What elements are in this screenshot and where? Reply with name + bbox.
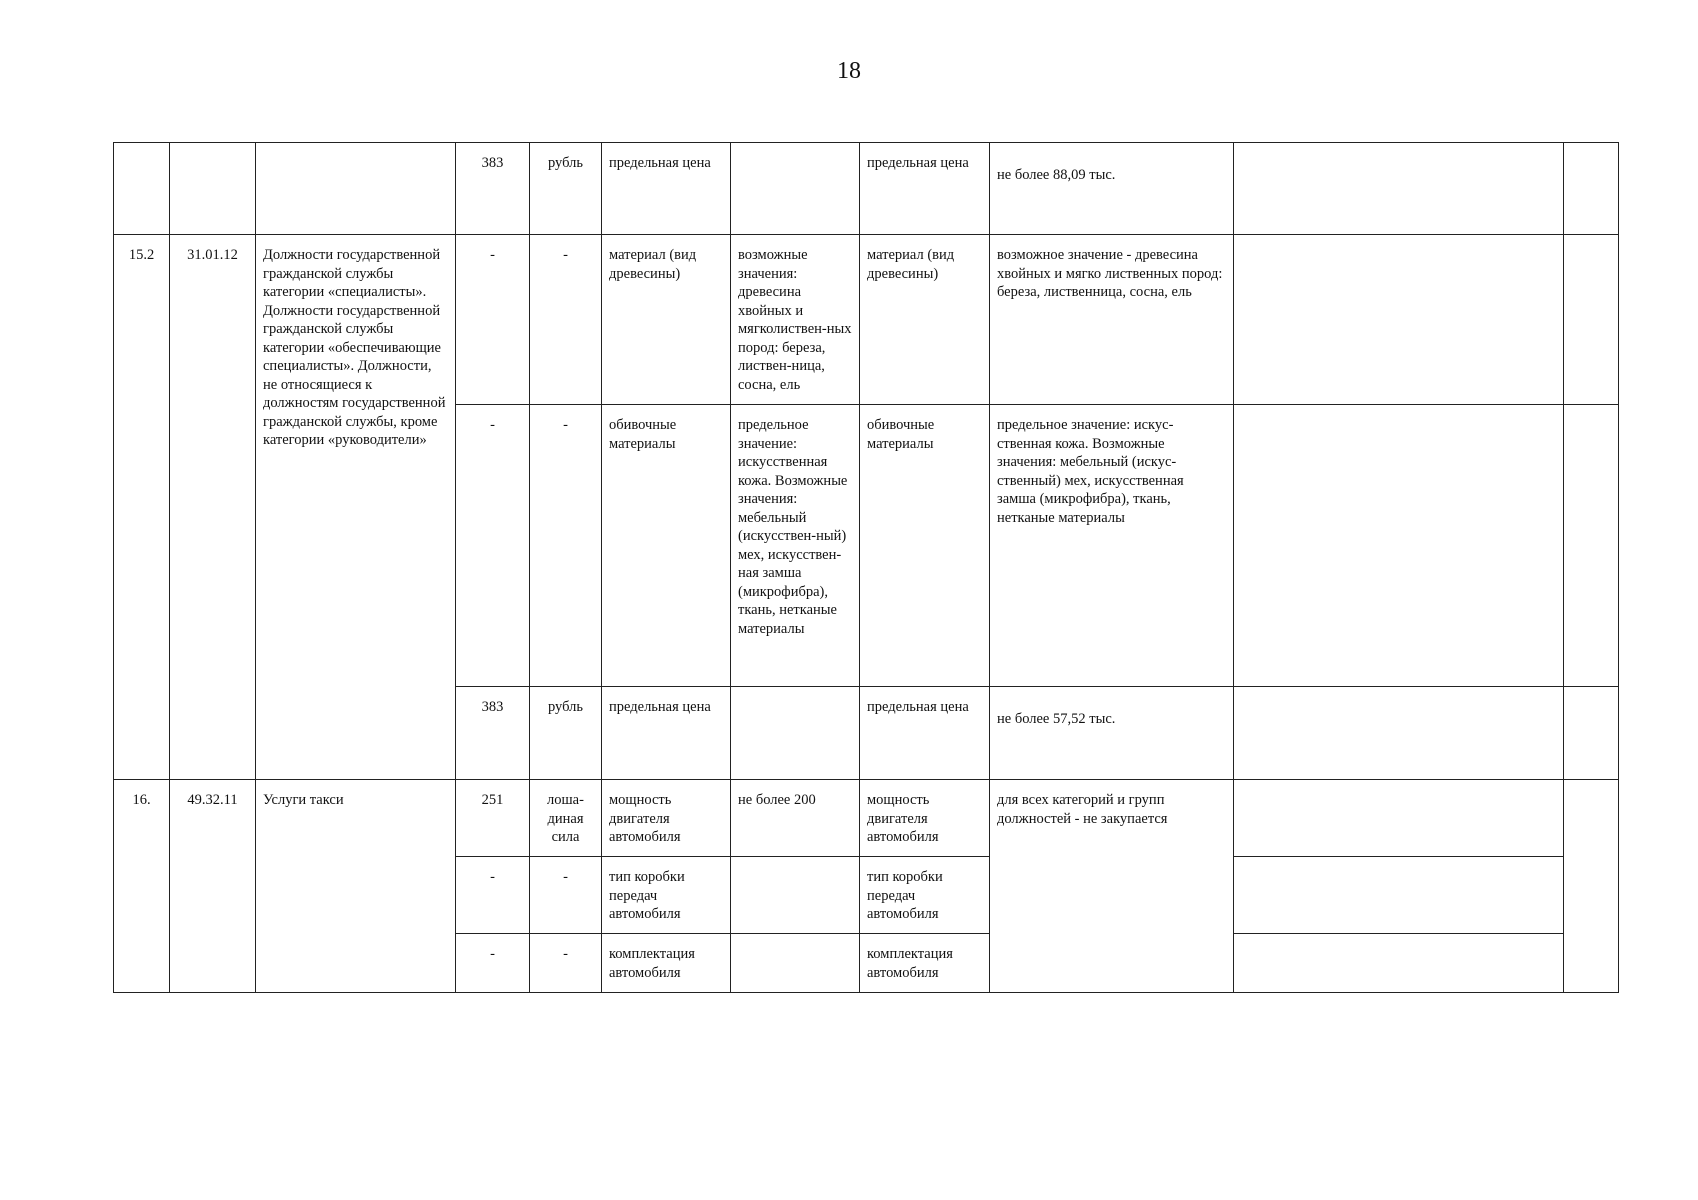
okei-code-cell: - xyxy=(456,235,530,405)
empty-cell xyxy=(1234,687,1564,780)
empty-cell xyxy=(1564,687,1619,780)
okei-code-cell: 383 xyxy=(456,143,530,235)
unit-cell: - xyxy=(530,235,602,405)
characteristic-cell: мощность двигателя автомобиля xyxy=(602,780,731,857)
empty-cell xyxy=(1564,780,1619,993)
empty-cell xyxy=(1564,235,1619,405)
characteristic-cell: предельная цена xyxy=(602,143,731,235)
characteristic-cell: обивочные материалы xyxy=(602,405,731,687)
okpd-code-cell: 31.01.12 xyxy=(170,235,256,780)
characteristic-value-cell xyxy=(990,687,1234,780)
item-name-cell: Должности государственной гражданской службы категории «специалисты». Должности государственной гражданской службы категории «обеспечивающие специалисты». Должности, не относящиеся к должностям государственной гражданской службы, кроме категории «руководители» xyxy=(256,235,456,780)
characteristic-cell: предельная цена xyxy=(602,687,731,780)
characteristics-table xyxy=(113,142,1619,993)
unit-cell: - xyxy=(530,405,602,687)
characteristic-cell: тип коробки передач автомобиля xyxy=(602,857,731,934)
characteristic-value-cell: для всех категорий и групп должностей - не закупается xyxy=(990,780,1234,993)
unit-cell: рубль xyxy=(530,143,602,235)
okpd-code-cell xyxy=(170,143,256,235)
okei-code-cell: 251 xyxy=(456,780,530,857)
empty-cell xyxy=(1234,235,1564,405)
characteristic-cell: обивочные материалы xyxy=(860,405,990,687)
okei-code-cell: - xyxy=(456,857,530,934)
empty-cell xyxy=(1234,405,1564,687)
table-row xyxy=(114,235,1619,405)
table-row xyxy=(114,780,1619,857)
empty-cell xyxy=(1234,857,1564,934)
characteristic-value-cell xyxy=(731,934,860,993)
row-number-cell xyxy=(114,143,170,235)
empty-cell xyxy=(1234,934,1564,993)
characteristic-cell: комплектация автомобиля xyxy=(860,934,990,993)
characteristic-cell: комплектация автомобиля xyxy=(602,934,731,993)
empty-cell xyxy=(1234,780,1564,857)
characteristic-value-cell xyxy=(731,857,860,934)
row-number-cell: 15.2 xyxy=(114,235,170,780)
row-number-cell: 16. xyxy=(114,780,170,993)
okpd-code-cell: 49.32.11 xyxy=(170,780,256,993)
unit-cell: лоша-диная сила xyxy=(530,780,602,857)
characteristic-cell: предельная цена xyxy=(860,687,990,780)
characteristic-cell: мощность двигателя автомобиля xyxy=(860,780,990,857)
characteristic-value-cell xyxy=(731,143,860,235)
item-name-cell xyxy=(256,143,456,235)
unit-cell: - xyxy=(530,934,602,993)
value-text: не более 88,09 тыс. xyxy=(997,167,1116,183)
page-number: 18 xyxy=(837,58,861,84)
characteristic-value-cell xyxy=(990,143,1234,235)
empty-cell xyxy=(1564,143,1619,235)
characteristic-cell: предельная цена xyxy=(860,143,990,235)
characteristic-value-cell: предельное значение: искусственная кожа. Возможные значения: мебельный (искусствен-ный) мех, искусствен-ная замша (микрофибра), ткань, нетканые материалы xyxy=(731,405,860,687)
characteristic-value-cell: не более 200 xyxy=(731,780,860,857)
characteristic-value-cell: предельное значение: искус-ственная кожа. Возможные значения: мебельный (искус-ственный) мех, искусственная замша (микрофибра), ткань, нетканые материалы xyxy=(990,405,1234,687)
okei-code-cell: - xyxy=(456,934,530,993)
okei-code-cell: 383 xyxy=(456,687,530,780)
empty-cell xyxy=(1564,405,1619,687)
characteristic-cell: материал (вид древесины) xyxy=(860,235,990,405)
unit-cell: - xyxy=(530,857,602,934)
okei-code-cell: - xyxy=(456,405,530,687)
empty-cell xyxy=(1234,143,1564,235)
item-name-cell: Услуги такси xyxy=(256,780,456,993)
table-row xyxy=(114,143,1619,235)
characteristic-value-cell: возможные значения: древесина хвойных и мягколиствен-ных пород: береза, листвен-ница, сосна, ель xyxy=(731,235,860,405)
characteristic-cell: тип коробки передач автомобиля xyxy=(860,857,990,934)
characteristic-value-cell: возможное значение - древесина хвойных и мягко лиственных пород: береза, лиственница, сосна, ель xyxy=(990,235,1234,405)
value-text: не более 57,52 тыс. xyxy=(997,711,1116,727)
characteristic-value-cell xyxy=(731,687,860,780)
unit-cell: рубль xyxy=(530,687,602,780)
characteristic-cell: материал (вид древесины) xyxy=(602,235,731,405)
